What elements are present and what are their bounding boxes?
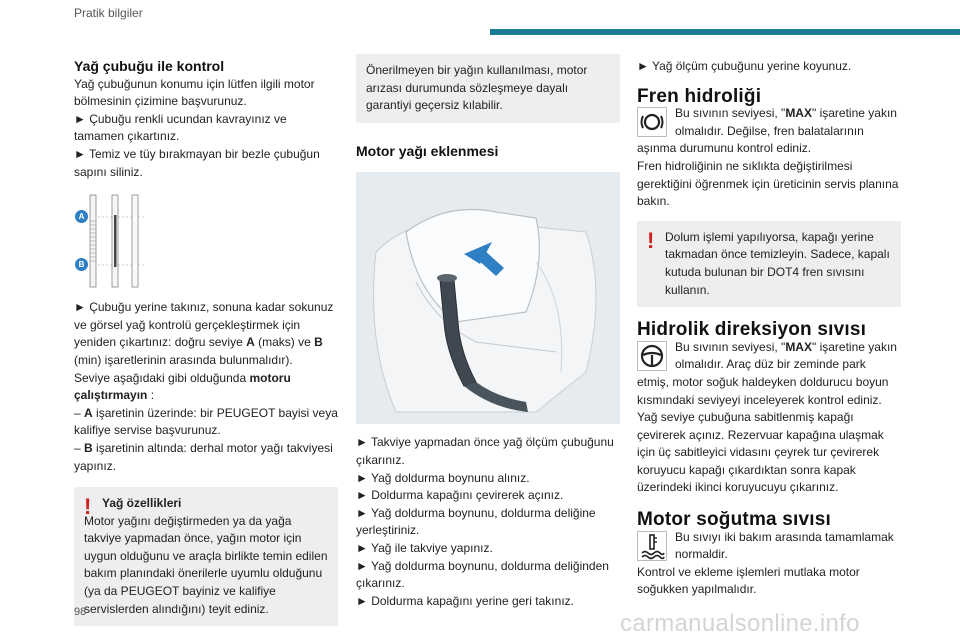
- steering-fluid-heading: Hidrolik direksiyon sıvısı: [637, 319, 867, 341]
- level-below-b: – B işaretinin altında: derhal motor yağı takviyesi yapınız.: [74, 440, 333, 473]
- dipstick-intro: Yağ çubuğunun konumu için lütfen ilgili motor bölmesinin çizimine başvurunuz.: [74, 76, 315, 109]
- marker-b: B: [75, 258, 88, 271]
- brake-fluid-level: Bu sıvının seviyesi, "MAX" işaretine yakın olmalıdır. Değilse, fren balatalarının aşınma durumunu kontrol ediniz.: [637, 106, 897, 156]
- adding-oil-heading: Motor yağı eklenmesi: [356, 142, 499, 159]
- dipstick-replace-step: ► Yağ ölçüm çubuğunu yerine koyunuz.: [637, 59, 852, 73]
- coolant-icon: [637, 531, 667, 561]
- oil-spec-warning: [74, 487, 338, 626]
- adding-oil-step: ► Yağ ile takviye yapınız.: [356, 540, 493, 555]
- steering-fluid-text: Bu sıvının seviyesi, "MAX" işaretine yakın olmalıdır. Araç düz bir zeminde park etmiş, motor soğuk haldeyken doldurucu boyun kısmındaki seviyeyi inceleyerek kontrol ediniz. Yağ seviye çubuğuna sabitlenmiş kapağı çevirerek açınız. Rezervuar kapağına ulaşmak için üç sabitleyici vidasını çeyrek tur çevirerek koruyucu kapağı çıkardıktan sonra kapak üzerindeki ikinci koruyucuyu çıkarınız.: [637, 339, 897, 495]
- warning-icon: !: [647, 227, 655, 253]
- oil-filler-figure: [356, 172, 620, 424]
- oil-spec-title: Yağ özellikleri: [102, 496, 182, 511]
- level-condition: Seviye aşağıdaki gibi olduğunda motoru çalıştırmayın :: [74, 370, 291, 403]
- adding-oil-steps: [356, 434, 620, 610]
- warning-icon: !: [84, 494, 92, 520]
- brake-fluid-heading: Fren hidroliği: [637, 85, 762, 107]
- adding-oil-step: ► Doldurma kapağını çevirerek açınız.: [356, 488, 564, 503]
- brake-fluid-icon: [637, 107, 667, 137]
- dipstick-figure: [74, 191, 338, 291]
- steering-wheel-icon: [637, 341, 667, 371]
- brake-fluid-interval: Fren hidroliğinin ne sıklıkta değiştirilmesi gerektiğini öğrenmek için üreticinin servis planına bakın.: [637, 158, 899, 209]
- column-2: [356, 50, 620, 610]
- oil-filler-illustration: [356, 172, 620, 424]
- coolant-text-2: Kontrol ve ekleme işlemleri mutlaka motor soğukken yapılmalıdır.: [637, 564, 860, 597]
- coolant-heading: Motor soğutma sıvısı: [637, 509, 832, 531]
- column-3: [637, 50, 901, 599]
- oil-warranty-text: Önerilmeyen bir yağın kullanılması, motor arızası durumunda sözleşmeye dayalı garantiyi geçersiz kılabilir.: [366, 63, 588, 113]
- brake-fluid-warning: [637, 221, 901, 307]
- dipstick-step-2: ► Temiz ve tüy bırakmayan bir bezle çubuğun sapını siliniz.: [74, 146, 320, 179]
- adding-oil-step: ► Takviye yapmadan önce yağ ölçüm çubuğunu çıkarınız.: [356, 435, 614, 467]
- brake-fluid-section: [637, 105, 901, 211]
- dipstick-step-3: ► Çubuğu yerine takınız, sonuna kadar sokunuz ve görsel yağ kontrolü gerçekleştirmek için yeniden çıkartınız: doğru seviye A (maks) ve B (min) işaretlerinin arasında bulunmalıdır).: [74, 300, 334, 367]
- steering-fluid-section: [637, 339, 901, 497]
- adding-oil-step: ► Yağ doldurma boynunu, doldurma deliğinden çıkarınız.: [356, 558, 609, 591]
- coolant-section: [637, 529, 901, 599]
- header-section-title: Pratik bilgiler: [74, 6, 143, 20]
- adding-oil-step: ► Yağ doldurma boynunu, doldurma deliğine yerleştiriniz.: [356, 505, 596, 538]
- adding-oil-step: ► Yağ doldurma boynunu alınız.: [356, 470, 530, 485]
- marker-a: A: [75, 210, 88, 223]
- page-number: 98: [74, 606, 87, 618]
- watermark: carmanualsonline.info: [620, 610, 860, 637]
- level-above-a: – A işaretinin üzerinde: bir PEUGEOT bayisi veya kalifiye servise başvurunuz.: [74, 405, 338, 438]
- oil-spec-text: Motor yağını değiştirmeden ya da yağa takviye yapmadan önce, yağın motor için uygun olduğunu ve araçla birlikte temin edilen bakım planındaki önerilerle uyumlu olduğunu (ya da PEUGEOT bayiniz ve kalifiye servislerden alındığını) teyit ediniz.: [84, 513, 328, 616]
- oil-warranty-note: [356, 54, 620, 123]
- dipstick-step-1: ► Çubuğu renkli ucundan kavrayınız ve tamamen çıkartınız.: [74, 111, 287, 144]
- column-1: [74, 50, 338, 626]
- brake-warning-text: Dolum işlemi yapılıyorsa, kapağı yerine takmadan önce temizleyin. Sadece, kapalı kutuda bulunan bir DOT4 fren sıvısını kullanın.: [665, 229, 890, 297]
- dipstick-heading: Yağ çubuğu ile kontrol: [74, 58, 225, 74]
- adding-oil-step: ► Doldurma kapağını yerine geri takınız.: [356, 593, 574, 608]
- header-accent-bar: [490, 29, 960, 35]
- coolant-text-1: Bu sıvıyı iki bakım arasında tamamlamak normaldir.: [675, 529, 894, 562]
- dipstick-illustration: [74, 191, 338, 291]
